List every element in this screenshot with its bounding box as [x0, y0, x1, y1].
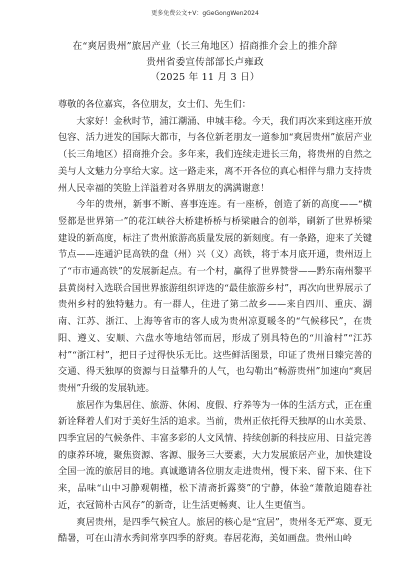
paragraph: 大家好！金秋时节，浦江潮涌、申城丰稔。今天，我们再次来到这座开放包容、活力迸发的国际大都市，与各位新老朋友一道参加“爽居贵州”旅居产业（长三角地区）招商推介会。多年来，我们连续走进长三角，将贵州的自然之美与人文魅力分享给大家。这一路走来，离不开各位的真心相伴与鼎力支持贵州人民幸福的笑脸上洋溢着对各界朋友的满满谢意！ [58, 115, 372, 194]
paragraph: 今年的贵州，新事不断、喜事连连。有一座桥，创造了新的高度——“横竖都是世界第一”的花江峡谷大桥建桥桥与桥梁融合的创举，刷新了世界桥梁建设的新高度，标注了贵州旅游高质量发展的新刻度。有一条路，迎来了关键节点——连通沪昆高铁的盘（州）兴（义）高铁，将于本月底开通，贵州迈上了“市市通高铁”的发展新起点。有一个村，赢得了世界赞誉——黔东南州黎平县黄岗村入选联合国世界旅游组织评选的“最佳旅游乡村”，再次向世界展示了贵州乡村的独特魅力。有一群人，住进了第二故乡——来自四川、重庆、湖南、江苏、浙江、上海等省市的客人成为贵州凉夏暖冬的“气候移民”，在贵阳、遵义、安顺、六盘水等地结邻而居，形成了别具特色的“川渝村”“江苏村”“浙江村”，把日子过得快乐无比。这些鲜活图景，印证了贵州日臻完善的交通、得天独厚的资源与日益攀升的人气，也勾勒出“畅游贵州”加速向“爽居贵州”升级的发展轨迹。 [58, 199, 372, 394]
paragraph: 旅居作为集居住、旅游、休闲、度假、疗养等为一体的生活方式，正在重新诠释着人们对于美好生活的追求。当前，贵州正依托得天独厚的山水美景、四季宜居的气候条件、丰富多彩的人文风情、持续创新的科技应用、日益完善的康养环境，聚焦资源、客源、服务三大要素，大力发展旅居产业，加快建设全国一流的旅居目的地。真诚邀请各位朋友走进贵州，慢下来、留下来、住下来，品味“山中习静观朝槿，松下清斋折露葵”的宁静，体验“萧散追随春社近，衣冠简朴古风存”的新奇，让生活更畅爽、让人生更值当。 [58, 399, 372, 511]
document-body [58, 97, 372, 548]
author-line: 贵州省委宣传部部长卢雍政 [146, 56, 264, 68]
paragraph: 爽居贵州，是四季气候宜人。旅居的核心是“宜居”，贵州冬无严寒、夏无酷暑，可在山清水秀间常享四季的舒爽。春居花海，美如画盘。贵州山岭 [58, 516, 372, 545]
date-line: （2025 年 11 月 3 日） [150, 72, 260, 83]
document-title [40, 39, 370, 86]
salutation: 尊敬的各位嘉宾，各位朋友，女士们、先生们： [58, 99, 251, 110]
watermark-text: 更多免费公文+V：gGeGongWen2024 [151, 10, 259, 17]
title-line: 在“爽居贵州”旅居产业（长三角地区）招商推介会上的推介辞 [72, 41, 338, 52]
